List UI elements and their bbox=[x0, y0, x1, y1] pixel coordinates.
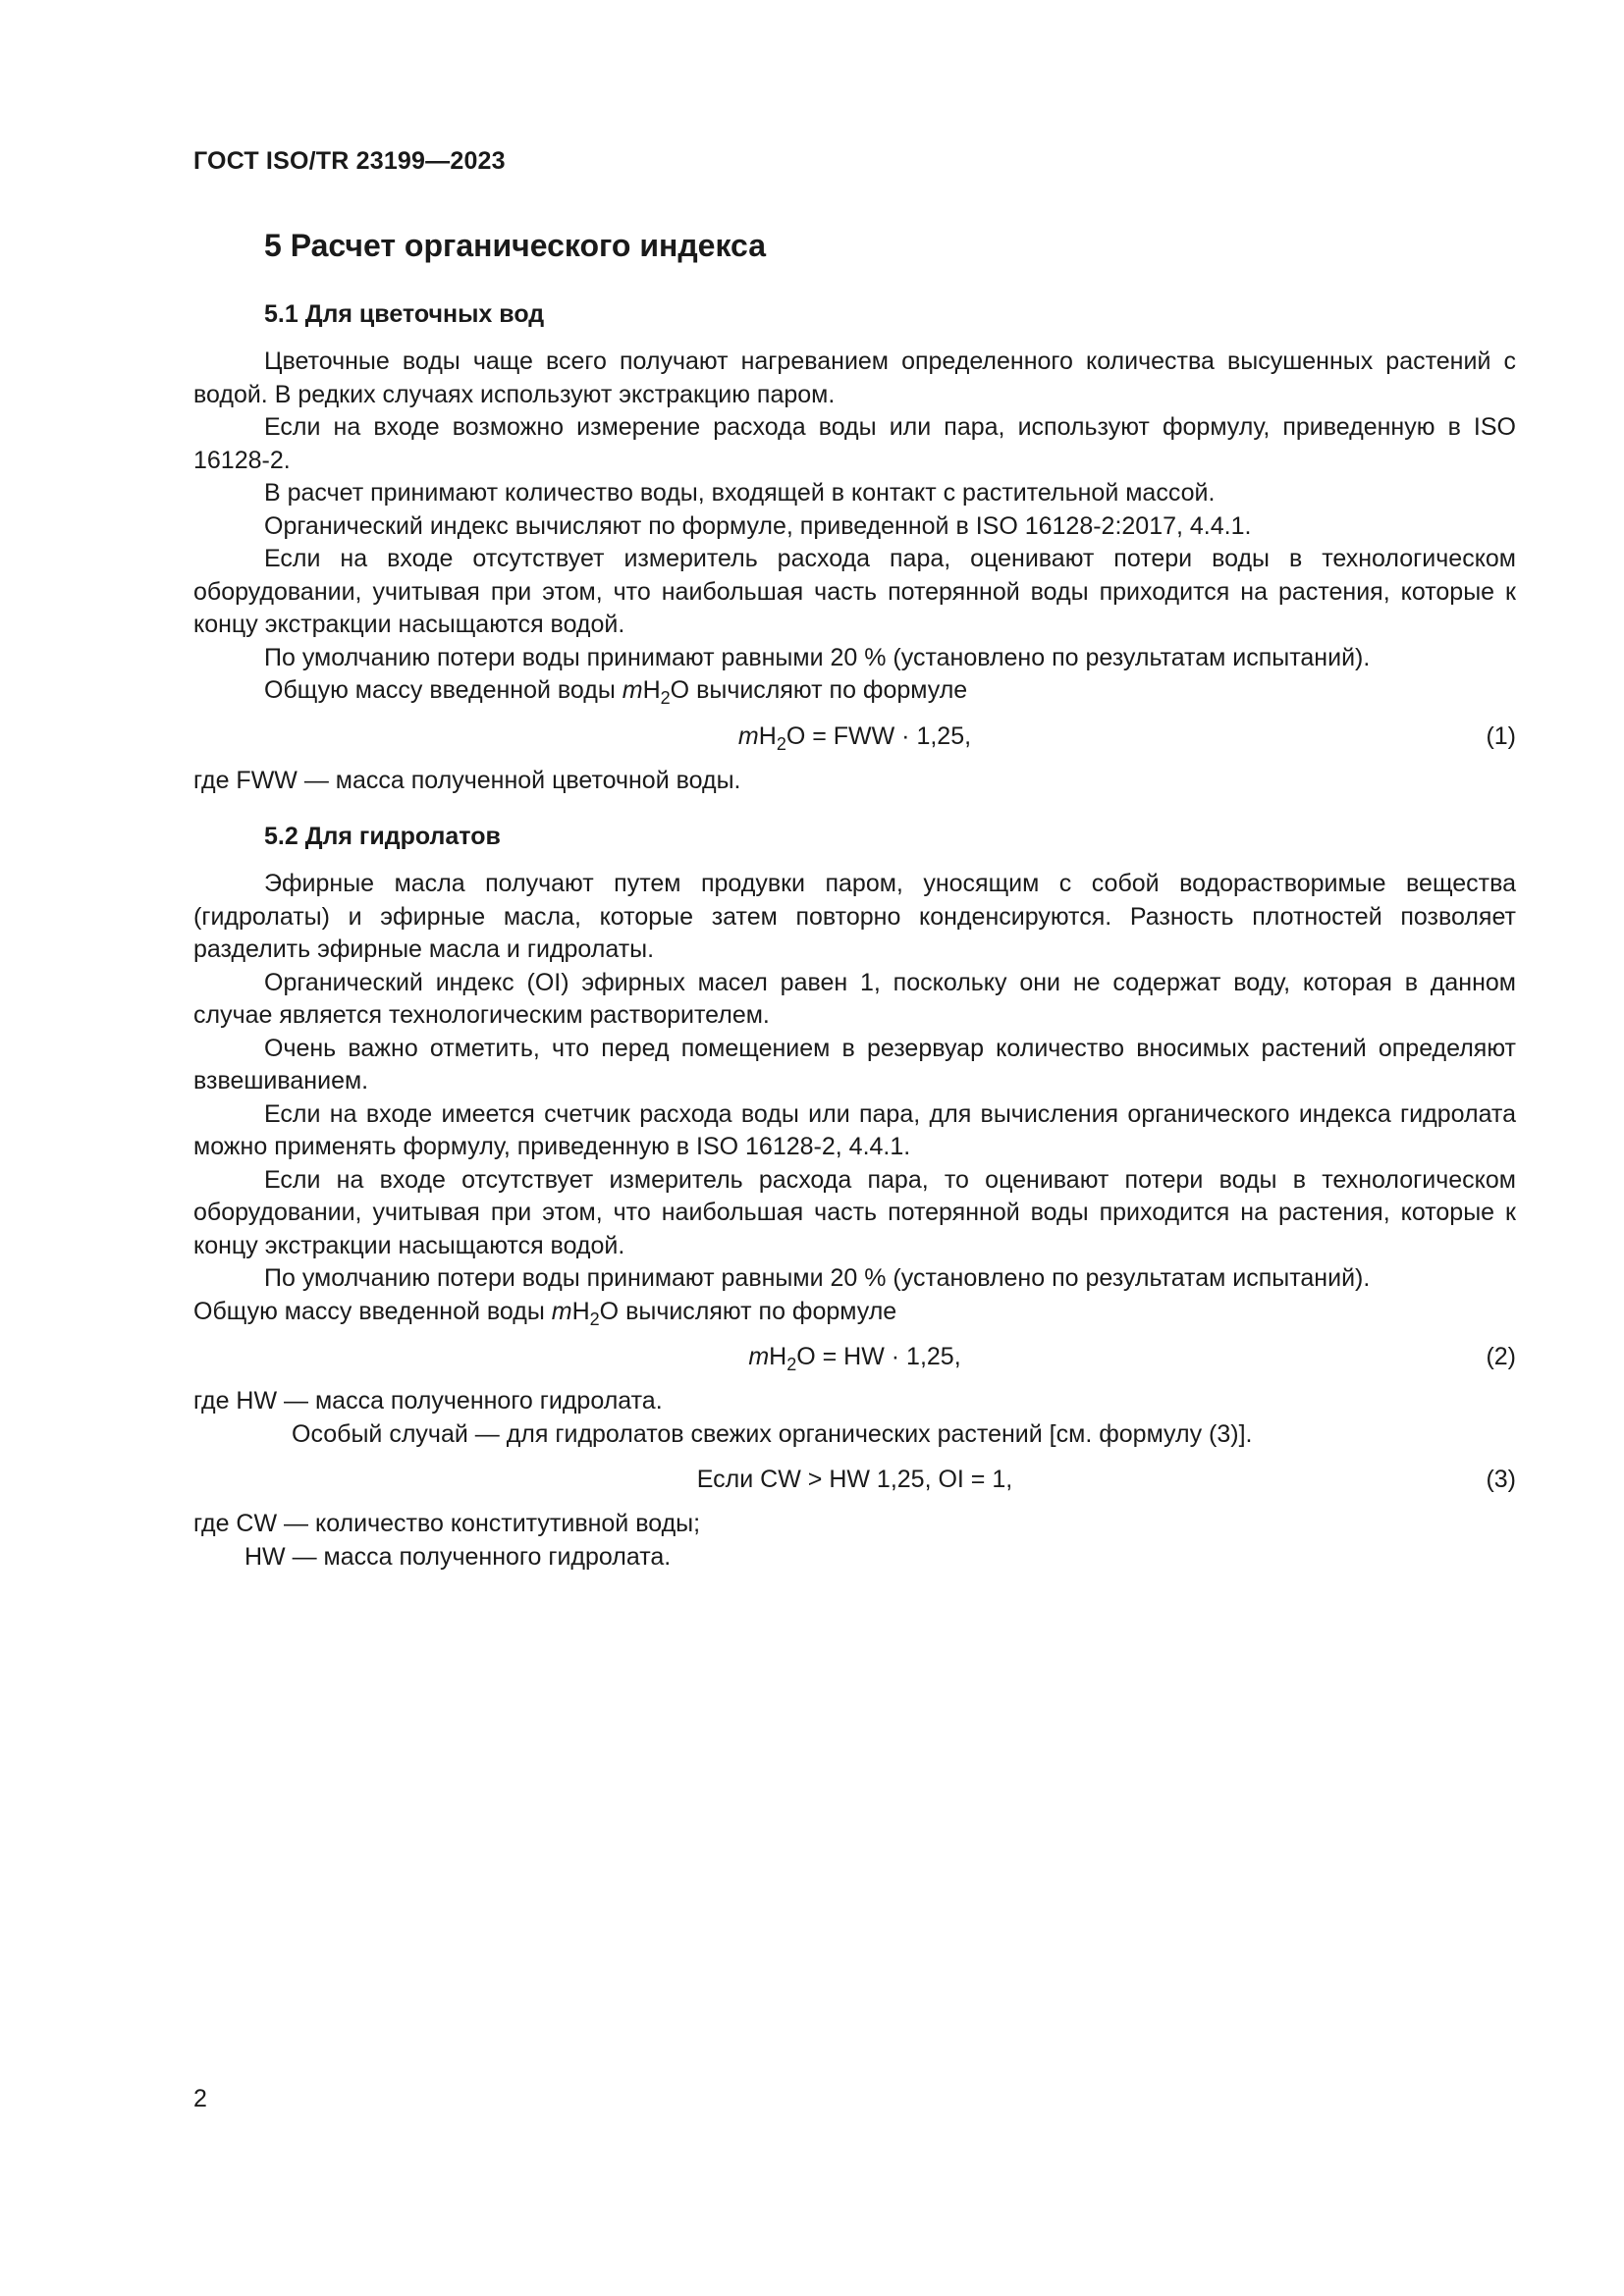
subsection-title-5-2: 5.2 Для гидролатов bbox=[264, 823, 501, 850]
where-clause: где HW — масса полученного гидролата. bbox=[193, 1387, 663, 1415]
equation-3 bbox=[193, 1451, 1516, 1508]
standard-header: ГОСТ ISO/TR 23199—2023 bbox=[193, 147, 506, 175]
paragraph: Если на входе отсутствует измеритель расхода пара, то оценивают потери воды в технологическом оборудовании, учитывая при этом, что наибольшая часть потерянной воды приходится на растения, которые к концу экстракции насыщаются водой. bbox=[193, 1165, 1516, 1259]
equation-3-number: (3) bbox=[1486, 1466, 1516, 1493]
paragraph: По умолчанию потери воды принимают равными 20 % (установлено по результатам испытаний). bbox=[264, 643, 1371, 671]
paragraph: Если на входе возможно измерение расхода воды или пара, используют формулу, приведенную в ISO 16128-2. bbox=[193, 413, 1516, 474]
section-title: 5 Расчет органического индекса bbox=[264, 228, 767, 263]
equation-2-number: (2) bbox=[1486, 1343, 1516, 1370]
special-case-note: Особый случай — для гидролатов свежих органических растений [см. формулу (3)]. bbox=[292, 1419, 1253, 1448]
where-clause-continuation: HW — масса полученного гидролата. bbox=[244, 1542, 672, 1571]
paragraph: Органический индекс (OI) эфирных масел равен 1, поскольку они не содержат воду, которая в данном случае является технологическим растворителем. bbox=[193, 968, 1516, 1029]
page-number: 2 bbox=[193, 2085, 207, 2112]
where-clause: где FWW — масса полученной цветочной воды. bbox=[193, 766, 741, 794]
paragraph-formula-intro: Общую массу введенной воды $mH_2O$ вычисляют по формуле bbox=[264, 676, 968, 708]
paragraph: Очень важно отметить, что перед помещением в резервуар количество вносимых растений определяют взвешиванием. bbox=[193, 1034, 1516, 1095]
paragraph: Органический индекс вычисляют по формуле, приведенной в ISO 16128-2:2017, 4.4.1. bbox=[264, 511, 1252, 540]
equation-2-formula: $mH_2O$ = HW · 1,25, bbox=[748, 1343, 961, 1374]
equation-1-number: (1) bbox=[1486, 721, 1516, 750]
where-clause: где CW — количество конститутивной воды; bbox=[193, 1510, 701, 1537]
paragraph: По умолчанию потери воды принимают равными 20 % (установлено по результатам испытаний). bbox=[264, 1264, 1371, 1292]
paragraph: Если на входе отсутствует измеритель расхода пара, оценивают потери воды в технологическом оборудовании, учитывая при этом, что наибольшая часть потерянной воды приходится на растения, которые к концу экстракции насыщаются водой. bbox=[193, 545, 1516, 638]
paragraph: В расчет принимают количество воды, входящей в контакт с растительной массой. bbox=[264, 479, 1216, 507]
equation-1-formula: $mH_2O$ = FWW · 1,25, bbox=[737, 721, 972, 754]
paragraph-formula-intro: Общую массу введенной воды $mH_2O$ вычисляют по формуле bbox=[193, 1297, 897, 1329]
paragraph: Эфирные масла получают путем продувки паром, уносящим с собой водорастворимые вещества (гидролаты) и эфирные масла, которые затем повторно конденсируются. Разность плотностей позволяет разделить эфирные масла и гидролаты. bbox=[193, 870, 1516, 963]
equation-3-formula: Если CW > HW 1,25, OI = 1, bbox=[696, 1466, 1013, 1493]
subsection-title-5-1: 5.1 Для цветочных вод bbox=[264, 300, 545, 328]
document-body bbox=[193, 220, 1516, 1574]
equation-1 bbox=[193, 708, 1516, 765]
paragraph: Цветочные воды чаще всего получают нагреванием определенного количества высушенных растений с водой. В редких случаях используют экстракцию паром. bbox=[193, 347, 1516, 408]
paragraph: Если на входе имеется счетчик расхода воды или пара, для вычисления органического индекса гидролата можно применять формулу, приведенную в ISO 16128-2, 4.4.1. bbox=[193, 1099, 1516, 1160]
equation-2 bbox=[193, 1328, 1516, 1385]
